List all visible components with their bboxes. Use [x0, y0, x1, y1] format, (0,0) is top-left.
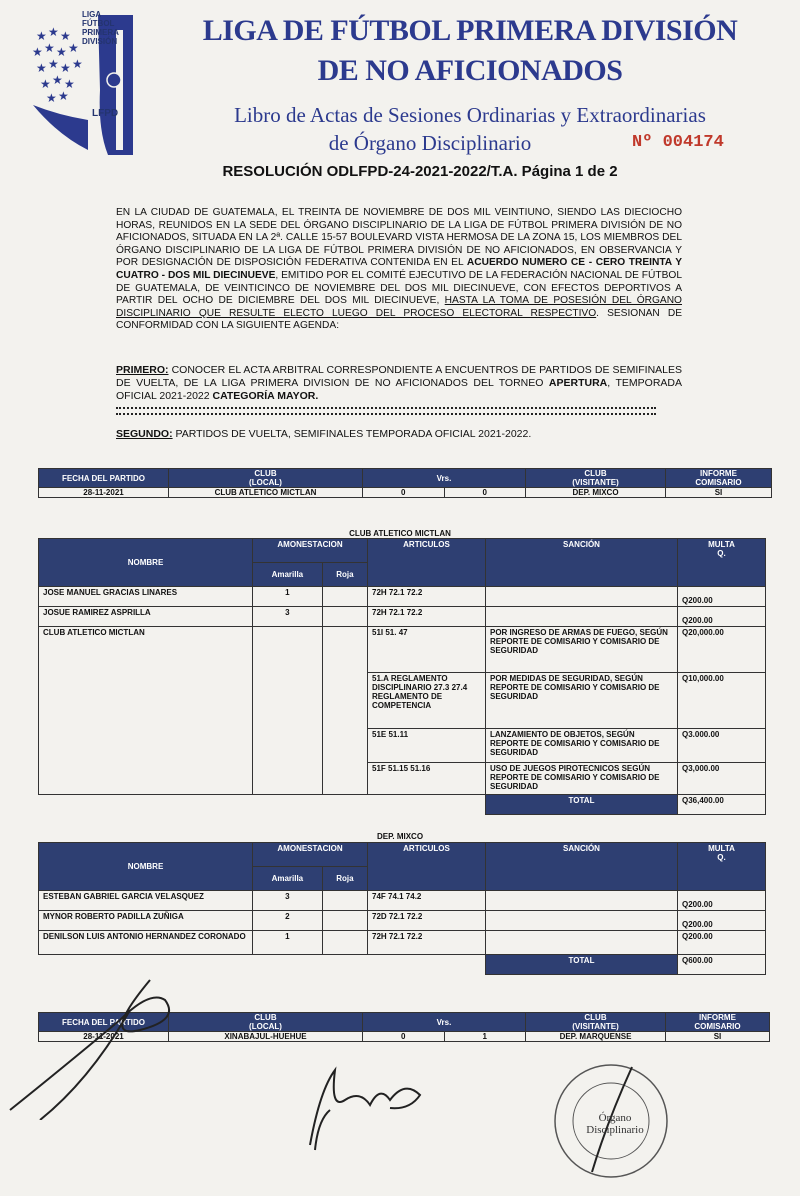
svg-text:★: ★ — [60, 61, 71, 75]
match-goles-visit: 1 — [444, 1032, 526, 1042]
col-roja: Roja — [322, 563, 367, 587]
col-fecha: FECHA DEL PARTIDO — [39, 1013, 169, 1032]
col-informe: INFORME COMISARIO — [666, 469, 772, 488]
svg-text:★: ★ — [32, 45, 43, 59]
resolution-heading: RESOLUCIÓN ODLFPD-24-2021-2022/T.A. Página 1 de 2 — [222, 163, 618, 180]
svg-text:★: ★ — [72, 57, 83, 71]
table-row: DENILSON LUIS ANTONIO HERNANDEZ CORONADO 1 72H 72.1 72.2 Q200.00 — [39, 931, 766, 955]
agenda-segundo: SEGUNDO: PARTIDOS DE VUELTA, SEMIFINALES TEMPORADA OFICIAL 2021-2022. — [116, 428, 532, 440]
col-informe: INFORME COMISARIO — [666, 1013, 770, 1032]
stamp-text: Órgano Disciplinario — [586, 1112, 644, 1136]
svg-text:★: ★ — [60, 29, 71, 43]
table-row: ESTEBAN GABRIEL GARCIA VELASQUEZ 3 74F 74.1 74.2 Q200.00 — [39, 891, 766, 911]
col-fecha: FECHA DEL PARTIDO — [39, 469, 169, 488]
table-row: 51.A REGLAMENTO DISCIPLINARIO 27.3 27.4 REGLAMENTO DE COMPETENCIA POR MEDIDAS DE SEGURIDAD, SEGÚN REPORTE DE COMISARIO Y COMISARIO DE SEGURIDAD Q10,000.00 — [39, 673, 766, 729]
col-articulos: ARTICULOS — [368, 539, 486, 587]
svg-text:★: ★ — [46, 91, 57, 105]
table-row: 51E 51.11 LANZAMIENTO DE OBJETOS, SEGÚN REPORTE DE COMISARIO Y COMISARIO DE SEGURIDAD Q3.000.00 — [39, 729, 766, 763]
logo-text: LIGA FÚTBOL PRIMERA DIVISIÓN — [82, 10, 119, 46]
table-row: 51F 51.15 51.16 USO DE JUEGOS PIROTECNICOS SEGÚN REPORTE DE COMISARIO Y COMISARIO DE SEGURIDAD Q3,000.00 — [39, 763, 766, 795]
discipline-table-2 — [38, 842, 766, 975]
col-articulos: ARTICULOS — [368, 843, 486, 891]
match-local: XINABAJUL-HUEHUE — [169, 1032, 363, 1042]
table2-total: Q600.00 — [678, 955, 766, 975]
match-table-1 — [38, 468, 772, 498]
svg-text:★: ★ — [52, 73, 63, 87]
subtitle-line1: Libro de Actas de Sesiones Ordinarias y Extraordinarias — [234, 103, 706, 127]
col-nombre: NOMBRE — [39, 843, 253, 891]
table1-title: CLUB ATLETICO MICTLAN — [349, 529, 451, 538]
match-local: CLUB ATLETICO MICTLAN — [169, 488, 363, 498]
signature-left-icon — [0, 960, 260, 1120]
match-informe: SI — [666, 488, 772, 498]
svg-text:★: ★ — [58, 89, 69, 103]
match-visitante: DEP. MARQUENSE — [526, 1032, 666, 1042]
page-title-line2: DE NO AFICIONADOS — [317, 54, 623, 87]
logo-abbreviation: LFPD — [92, 108, 119, 119]
table-row: JOSE MANUEL GRACIAS LINARES 1 72H 72.1 72.2 Q200.00 — [39, 587, 766, 607]
col-vrs: Vrs. — [363, 469, 526, 488]
match-fecha: 28-11-2021 — [39, 1032, 169, 1042]
col-vrs: Vrs. — [363, 1013, 526, 1032]
match-fecha: 28-11-2021 — [39, 488, 169, 498]
table1-total: Q36,400.00 — [678, 795, 766, 815]
match-informe: SI — [666, 1032, 770, 1042]
match-goles-local: 0 — [363, 1032, 445, 1042]
col-roja: Roja — [322, 867, 367, 891]
folio-number: Nº 004174 — [632, 133, 724, 152]
svg-text:★: ★ — [68, 41, 79, 55]
col-multa: MULTA Q. — [678, 843, 766, 891]
table1-total-label: TOTAL — [486, 795, 678, 815]
col-nombre: NOMBRE — [39, 539, 253, 587]
table2-title: DEP. MIXCO — [376, 832, 424, 841]
discipline-table-1 — [38, 538, 766, 815]
match-goles-visit: 0 — [444, 488, 526, 498]
svg-text:★: ★ — [48, 25, 59, 39]
col-sancion: SANCIÓN — [486, 539, 678, 587]
svg-text:★: ★ — [48, 57, 59, 71]
col-multa: MULTA Q. — [678, 539, 766, 587]
col-amonestacion: AMONESTACION — [253, 539, 368, 563]
subtitle-line2: de Órgano Disciplinario — [328, 131, 532, 155]
col-club-visit: CLUB (VISITANTE) — [526, 469, 666, 488]
signature-center-icon — [290, 1050, 450, 1160]
table-row: MYNOR ROBERTO PADILLA ZUÑIGA 2 72D 72.1 72.2 Q200.00 — [39, 911, 766, 931]
table-row: JOSUE RAMIREZ ASPRILLA 3 72H 72.1 72.2 Q200.00 — [39, 607, 766, 627]
col-sancion: SANCIÓN — [486, 843, 678, 891]
svg-text:★: ★ — [44, 41, 55, 55]
match-goles-local: 0 — [363, 488, 445, 498]
col-club-visit: CLUB (VISITANTE) — [526, 1013, 666, 1032]
svg-text:★: ★ — [56, 45, 67, 59]
col-club-local: CLUB (LOCAL) — [169, 1013, 363, 1032]
col-amarilla: Amarilla — [253, 867, 323, 891]
page-title-line1: LIGA DE FÚTBOL PRIMERA DIVISIÓN — [202, 14, 738, 47]
table2-total-label: TOTAL — [486, 955, 678, 975]
match-visitante: DEP. MIXCO — [526, 488, 666, 498]
svg-text:★: ★ — [64, 77, 75, 91]
col-amarilla: Amarilla — [253, 563, 323, 587]
svg-text:★: ★ — [36, 61, 47, 75]
col-club-local: CLUB (LOCAL) — [169, 469, 363, 488]
table-row: CLUB ATLETICO MICTLAN 51I 51. 47 POR INGRESO DE ARMAS DE FUEGO, SEGÚN REPORTE DE COMISARIO Y COMISARIO DE SEGURIDAD Q20,000.00 — [39, 627, 766, 673]
svg-text:★: ★ — [40, 77, 51, 91]
svg-text:★: ★ — [36, 29, 47, 43]
agenda-primero: PRIMERO: CONOCER EL ACTA ARBITRAL CORRESPONDIENTE A ENCUENTROS DE PARTIDOS DE SEMIFINALES DE VUELTA, DE LA LIGA PRIMERA DIVISION DE NO AFICIONADOS DEL TORNEO APERTURA, TEMPORADA OFICIAL 2021-2022 CATEGORÍA MAYOR. — [116, 364, 682, 402]
col-amonestacion: AMONESTACION — [253, 843, 368, 867]
intro-paragraph: EN LA CIUDAD DE GUATEMALA, EL TREINTA DE NOVIEMBRE DE DOS MIL VEINTIUNO, SIENDO LAS DIECIOCHO HORAS, REUNIDOS EN LA SEDE DEL ÓRGANO DISCIPLINARIO DE LA LIGA DE FÚTBOL PRIMERA DIVISIÓN DE NO AFICIONADOS, SITUADA EN LA 2ª. CALLE 15-57 BOULEVARD VISTA HERMOSA DE LA ZONA 15, LOS MIEMBROS DEL ÓRGANO DISCIPLINARIO DE LA LIGA DE FÚTBOL PRIMERA DIVISIÓN DE NO AFICIONADOS, EN OBSERVANCIA Y POR DESIGNACIÓN DE DISPOSICIÓN FEDERATIVA CONTENIDA EN EL ACUERDO NUMERO CE - CERO TREINTA Y CUATRO - DOS MIL DIECINUEVE, EMITIDO POR EL COMITÉ EJECUTIVO DE LA FEDERACIÓN NACIONAL DE FÚTBOL DE GUATEMALA, DE VEINTICINCO DE NOVIEMBRE DEL DOS MIL DIECINUEVE, CON EFECTOS DEPORTIVOS A PARTIR DEL OCHO DE DICIEMBRE DEL DOS MIL DIECINUEVE, HASTA LA TOMA DE POSESIÓN DEL ÓRGANO DISCIPLINARIO QUE RESULTE ELECTO LUEGO DEL PROCESO ELECTORAL RESPECTIVO. SESIONAN DE CONFORMIDAD CON LA SIGUIENTE AGENDA: — [116, 207, 683, 332]
dotted-separator — [116, 407, 656, 415]
